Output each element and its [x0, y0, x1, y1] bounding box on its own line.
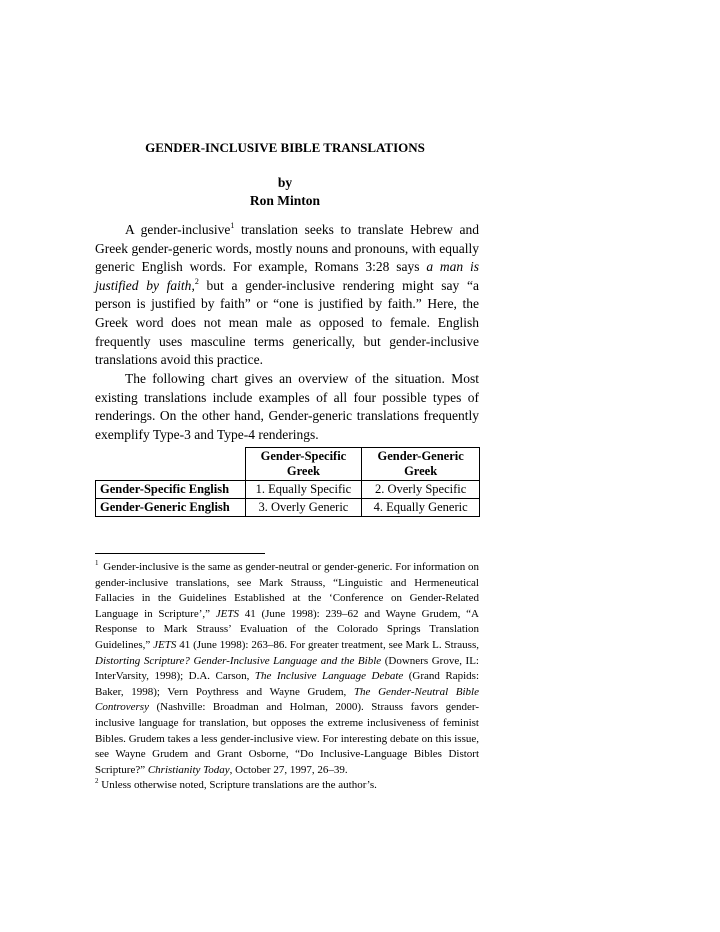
footnote-1-text: 41 (June 1998): 263–86. For greater treatment, see Mark L. Strauss, — [176, 638, 479, 651]
footnote-1 — [95, 560, 479, 778]
intro-text-d: but a gender-inclusive rendering might say “a person is justified by faith” or “one is justified by faith.” Here, the Greek word does not mean male as opposed to female. English frequently uses masculine terms generically, but gender-inclusive translations avoid this practice. — [95, 277, 479, 368]
intro-quote-italic: a man is justified by faith — [95, 259, 479, 293]
paragraph-overview — [95, 370, 479, 444]
rendering-types-table — [95, 447, 480, 517]
table-col-header: Gender-Generic Greek — [362, 448, 480, 481]
table-cell: 3. Overly Generic — [245, 499, 362, 517]
paragraph-intro — [95, 221, 479, 370]
footnote-ref-2[interactable]: 2 — [194, 276, 199, 286]
footnote-1-journal: JETS — [153, 638, 177, 651]
footnote-1-book-title: The Gender-Neutral Bible Controversy — [95, 685, 479, 714]
table-row-header: Gender-Generic English — [96, 499, 246, 517]
footnote-1-text: (Downers Grove, IL: InterVarsity, 1998); D.A. Carson, — [95, 654, 479, 683]
intro-text-b: translation seeks to translate Hebrew and Greek gender-generic words, mostly nouns and pronouns, with equally generic English words. For example, Romans 3:28 says — [95, 222, 479, 275]
footnote-2 — [95, 778, 479, 794]
footnote-1-text: Gender-inclusive is the same as gender-neutral or gender-generic. For information on gender-inclusive translations, see Mark Strauss, “Linguistic and Hermeneutical Fallacies in the Guidelines Established at the ‘Conference on Gender-Related Language in Scripture’,” — [95, 561, 479, 620]
footnotes — [95, 560, 479, 794]
footnote-1-text: , October 27, 1997, 26–39. — [229, 763, 348, 776]
intro-text-a: A gender-inclusive — [125, 222, 231, 237]
footnote-separator — [95, 553, 265, 554]
byline-by: by — [277, 175, 293, 190]
table-corner-cell — [96, 448, 246, 481]
table-header-row — [96, 448, 480, 481]
table-cell: 2. Overly Specific — [362, 481, 480, 499]
intro-text-c: , — [191, 277, 195, 293]
footnote-1-journal: JETS — [215, 607, 239, 620]
table-cell: 4. Equally Generic — [362, 499, 480, 517]
footnote-1-magazine: Christianity Today — [147, 763, 230, 776]
table-col-header: Gender-Specific Greek — [245, 448, 362, 481]
author-name: Ron Minton — [249, 193, 321, 208]
footnote-2-text: Unless otherwise noted, Scripture translations are the author’s. — [98, 779, 377, 792]
table-row — [96, 499, 480, 517]
table-row-header: Gender-Specific English — [96, 481, 246, 499]
document-title: GENDER-INCLUSIVE BIBLE TRANSLATIONS — [145, 140, 425, 155]
table-row — [96, 481, 480, 499]
footnote-1-text: (Nashville: Broadman and Holman, 2000). Strauss favors gender-inclusive language for translation, but opposes the extreme inclusiveness of feminist Bibles. Grudem takes a less gender-inclusive view. For interesting debate on this issue, see Wayne Grudem and Grant Osborne, “Do Inclusive-Language Bibles Distort Scripture?” — [95, 701, 479, 776]
footnote-1-book-title: The Inclusive Language Debate — [254, 670, 404, 683]
footnote-2-number: 2 — [95, 777, 99, 786]
table-cell: 1. Equally Specific — [245, 481, 362, 499]
footnote-1-number: 1 — [95, 559, 99, 567]
footnote-1-book-title: Distorting Scripture? Gender-Inclusive Language and the Bible — [95, 654, 382, 667]
footnote-1-text: 41 (June 1998): 239–62 and Wayne Grudem, “A Response to Mark Strauss’ Evaluation of the Colorado Springs Translation Guidelines,” — [95, 607, 479, 651]
footnote-1-text: (Grand Rapids: Baker, 1998); Vern Poythress and Wayne Grudem, — [95, 670, 480, 698]
footnote-ref-1[interactable]: 1 — [230, 221, 235, 230]
overview-text: The following chart gives an overview of the situation. Most existing translations include examples of all four possible types of renderings. On the other hand, Gender-generic translations frequently exemplify Type-3 and Type-4 renderings. — [95, 371, 479, 442]
